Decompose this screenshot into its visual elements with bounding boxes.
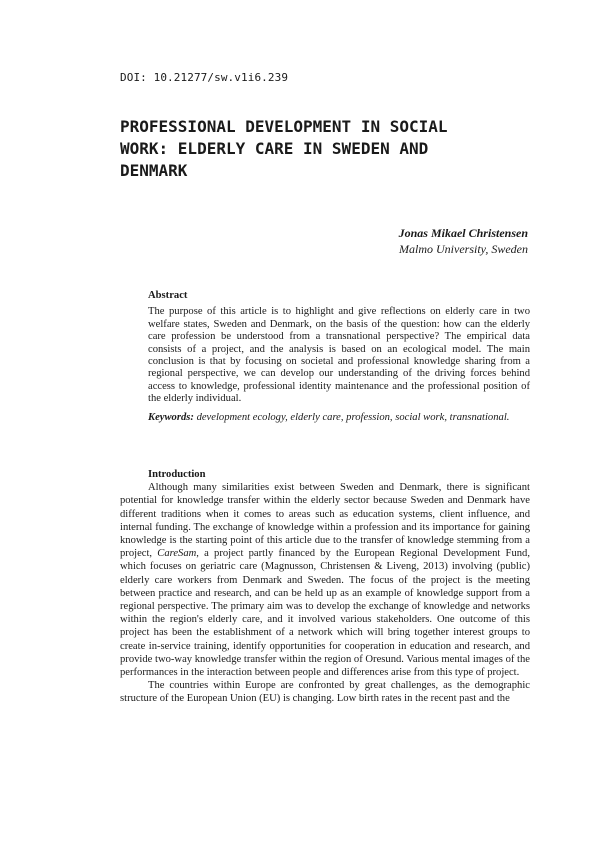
title-line: DENMARK xyxy=(120,161,188,180)
keywords-label: Keywords: xyxy=(148,411,194,423)
intro-paragraph xyxy=(120,481,530,679)
author-affiliation: Malmo University, Sweden xyxy=(399,242,528,256)
doi-line: DOI: 10.21277/sw.v1i6.239 xyxy=(120,71,289,84)
author-name: Jonas Mikael Christensen xyxy=(398,226,528,240)
intro-p1-text: Although many similarities exist between Sweden and Denmark, there is significant potential for knowledge transfer within the elderly sector because Sweden and Denmark have different traditions when it comes to areas such as education systems, client influence, and internal funding. The exchange of knowledge within a profession and its importance for gaining knowledge is the starting point of this article due to the transfer of knowledge stemming from a project, xyxy=(120,482,530,560)
intro-p1-text-cont: , a project partly financed by the European Regional Development Fund, which focuses on geriatric care (Magnusson, Christensen & Liveng, 2013) involving (public) elderly care workers from Denmark and Sweden. The focus of the project is the meeting between practice and research, and can be held up as an example of knowledge support from a regional perspective. The primary aim was to develop the exchange of knowledge and networks within the region's elderly care, and it involved various stakeholders. One outcome of this project has been the establishment of a network which will bring together interest groups to create in-service training, identify opportunities for cooperation in education and research, and provide two-way knowledge transfer within the region of Oresund. Various mental images of the performances in the interaction between people and differences arise from this type of project. xyxy=(120,548,530,679)
intro-paragraph: The countries within Europe are confronted by great challenges, as the demographic structure of the European Union (EU) is changing. Low birth rates in the recent past and the xyxy=(120,680,530,705)
abstract-text: The purpose of this article is to highlight and give reflections on elderly care in two welfare states, Sweden and Denmark, on the basis of the question: how can the elderly care profession be understood from a transnational perspective? The empirical data consists of a project, and the analysis is based on an ecological model. The main conclusion is that by focusing on societal and professional knowledge sharing from a regional perspective, we can develop our understanding of the driving forces behind access to knowledge, professional identity maintenance and the professional position of the elderly individual. xyxy=(148,306,530,405)
introduction-section xyxy=(120,468,530,706)
project-name: CareSam xyxy=(157,548,197,560)
keywords-text: development ecology, elderly care, profession, social work, transnational. xyxy=(196,411,510,423)
abstract-heading: Abstract xyxy=(148,290,188,301)
keywords-line xyxy=(148,412,530,424)
abstract-section xyxy=(148,290,530,424)
introduction-heading: Introduction xyxy=(148,469,206,480)
title-line: PROFESSIONAL DEVELOPMENT IN SOCIAL xyxy=(120,117,448,136)
author-block xyxy=(399,225,528,257)
paper-title xyxy=(120,116,520,182)
title-line: WORK: ELDERLY CARE IN SWEDEN AND xyxy=(120,139,429,158)
